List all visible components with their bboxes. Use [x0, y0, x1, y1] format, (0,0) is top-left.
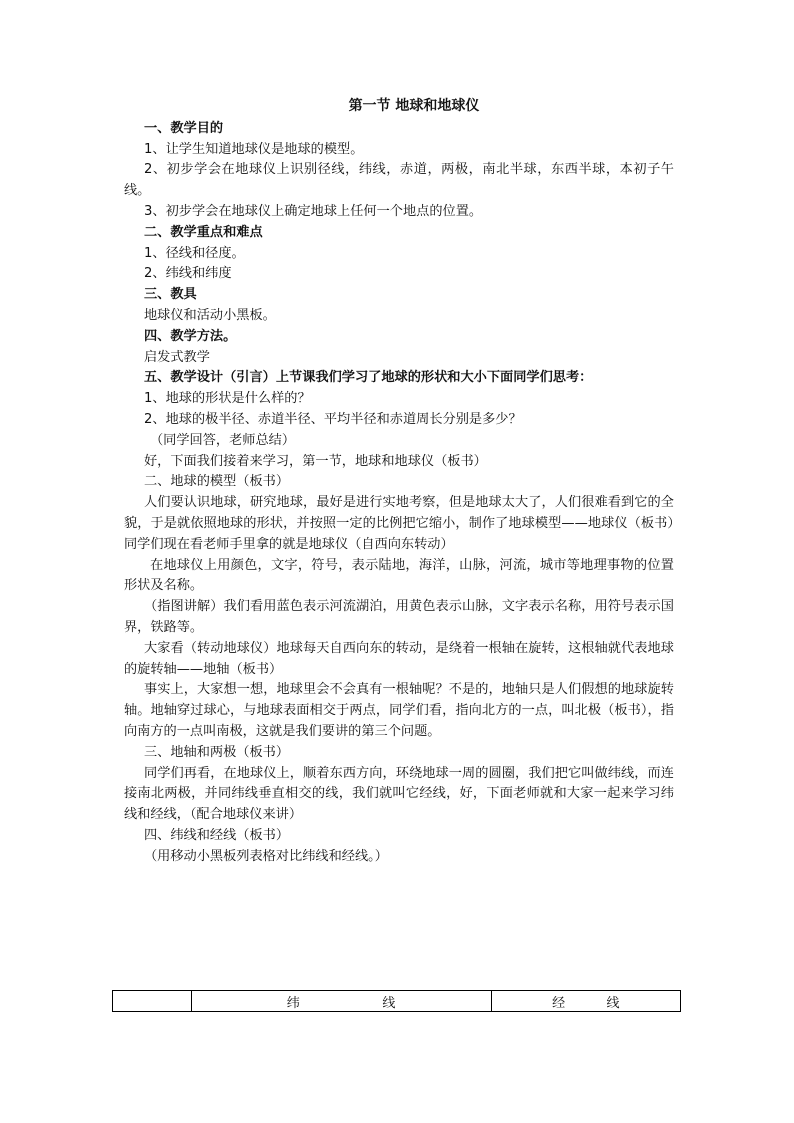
- header-label: 经 线: [552, 995, 620, 1011]
- paragraph: 2、地球的极半径、赤道半径、平均半径和赤道周长分别是多少？: [144, 411, 522, 427]
- paragraph: 1、地球的形状是什么样的？: [144, 391, 311, 407]
- paragraph: （指图讲解）我们看用蓝色表示河流湖泊，用黄色表示山脉，文字表示名称，用符号表示国界，铁路等。: [124, 599, 674, 635]
- paragraph: （用移动小黑板列表格对比纬线和经线。）: [144, 848, 388, 864]
- paragraph: 大家看（转动地球仪）地球每天自西向东的转动，是绕着一根轴在旋转，这根轴就代表地球的旋转轴——地轴（板书）: [124, 640, 674, 677]
- table-header-longitude: [491, 991, 680, 1012]
- paragraph: 好，下面我们接着来学习，第一节，地球和地球仪（板书）: [144, 453, 487, 469]
- comparison-table: [112, 990, 681, 1012]
- header-label: 纬 线: [286, 995, 396, 1011]
- section-heading-design: 五、教学设计（引言）上节课我们学习了地球的形状和大小下面同学们思考：: [144, 370, 593, 386]
- section-heading-objectives: 一、教学目的: [144, 120, 224, 136]
- page-title: 第一节 地球和地球仪: [348, 98, 480, 114]
- table-header-latitude: [191, 991, 491, 1012]
- paragraph: 1、径线和径度。: [144, 245, 245, 261]
- paragraph: 三、地轴和两极（板书）: [144, 744, 290, 760]
- document-body: [124, 96, 674, 867]
- paragraph: （同学回答，老师总结）: [150, 432, 296, 448]
- paragraph: 1、让学生知道地球仪是地球的模型。: [144, 141, 364, 157]
- paragraph: 3、初步学会在地球仪上确定地球上任何一个地点的位置。: [144, 203, 483, 219]
- paragraph: 2、纬线和纬度: [144, 266, 232, 282]
- paragraph: 人们要认识地球，研究地球，最好是进行实地考察，但是地球太大了，人们很难看到它的全貌，于是就依照地球的形状，并按照一定的比例把它缩小，制作了地球模型——地球仪（板书）同学们现在看老师手里拿的就是地球仪（自西向东转动）: [124, 495, 674, 552]
- paragraph: 四、纬线和经线（板书）: [144, 827, 290, 843]
- paragraph: 地球仪和活动小黑板。: [144, 307, 276, 323]
- paragraph: 事实上，大家想一想，地球里会不会真有一根轴呢？不是的，地轴只是人们假想的地球旋转轴。地轴穿过球心，与地球表面相交于两点，同学们看，指向北方的一点，叫北极（板书），指向南方的一点叫南极，这就是我们要讲的第三个问题。: [124, 682, 674, 739]
- table-cell-blank: [113, 991, 192, 1012]
- table-row: [113, 991, 681, 1012]
- paragraph: 同学们再看，在地球仪上，顺着东西方向，环绕地球一周的圆圈，我们把它叫做纬线，而连接南北两极，并同纬线垂直相交的线，我们就叫它经线，好，下面老师就和大家一起来学习纬线和经线，（配合地球仪来讲）: [124, 765, 674, 823]
- comparison-table-wrap: [112, 990, 681, 1012]
- paragraph: 启发式教学: [144, 349, 210, 365]
- paragraph: 二、地球的模型（板书）: [144, 474, 290, 490]
- paragraph: 2、初步学会在地球仪上识别径线，纬线，赤道，两极，南北半球，东西半球，本初子午线。: [124, 162, 674, 199]
- section-heading-methods: 四、教学方法。: [144, 328, 237, 344]
- section-heading-teaching-aids: 三、教具: [144, 287, 197, 303]
- paragraph: 在地球仪上用颜色，文字，符号，表示陆地，海洋，山脉，河流，城市等地理事物的位置形状及名称。: [124, 557, 674, 594]
- section-heading-key-points: 二、教学重点和难点: [144, 224, 263, 240]
